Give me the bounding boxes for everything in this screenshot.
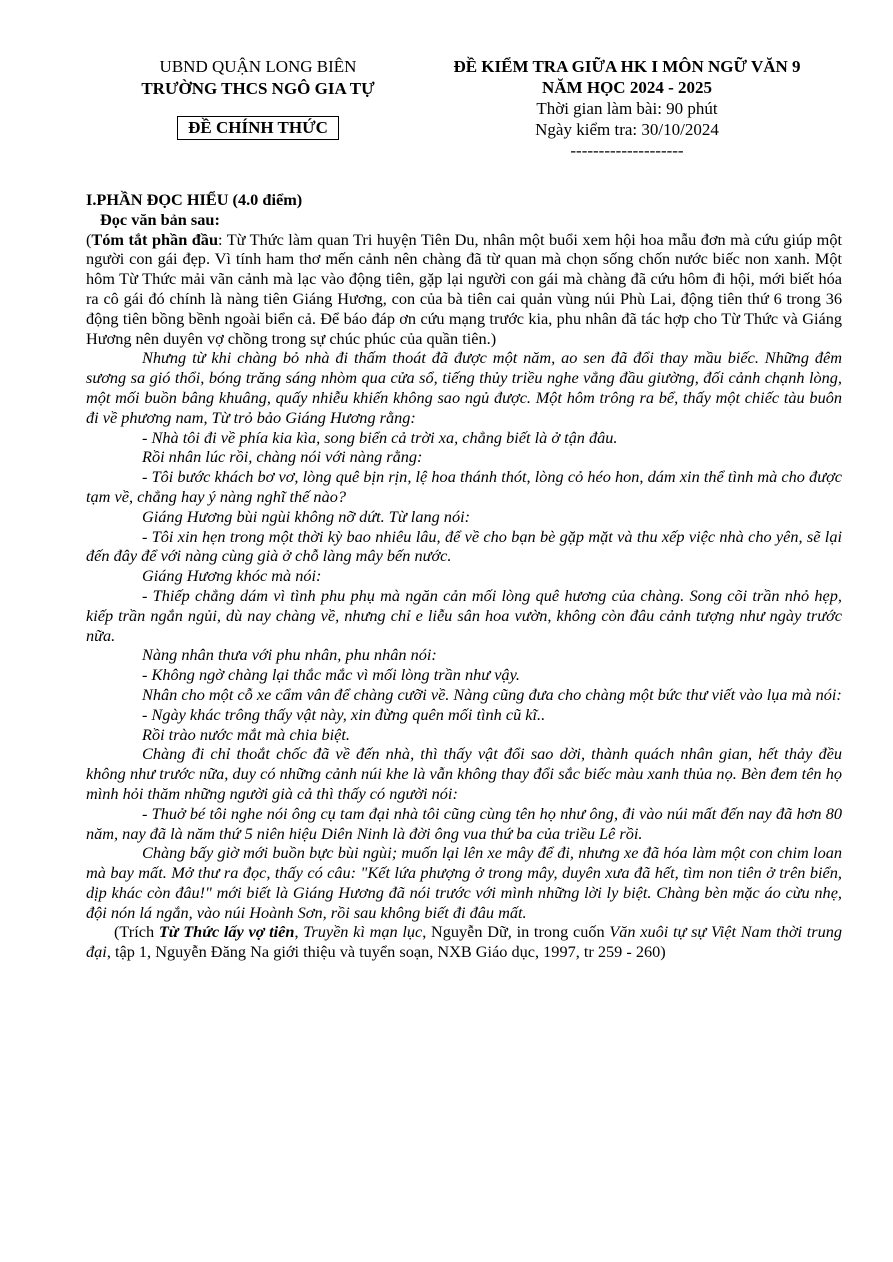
exam-duration: Thời gian làm bài: 90 phút [536, 99, 718, 118]
story-summary: (Tóm tắt phần đầu: Từ Thức làm quan Tri huyện Tiên Du, nhân một buổi xem hội hoa mẫu đơn mà cứu giúp một người con gái đẹp. Vì tính ham thơ mến cảnh nên chàng đã từ quan mà chọn sống chốn nước biếc non xanh. Một hôm Từ Thức mải vãn cảnh mà lạc vào động tiên, gặp lại người con gái mà chàng đã cứu hôm đi hội, mới biết hóa ra cô gái đó chính là nàng tiên Giáng Hương, con của bà tiên cai quản vùng núi Phù Lai, động tiên thứ 6 trong 36 động tiên bồng bềnh ngoài biển cả. Để báo đáp ơn cứu mạng trước kia, phu nhân đã tác hợp cho Từ Thức và Giáng Hương nên duyên vợ chồng trong sự chúc phúc của quần tiên.) [86, 229, 842, 348]
story-paragraph: - Thiếp chẳng dám vì tình phu phụ mà ngăn cản mối lòng quê hương của chàng. Song cõi trần nhỏ hẹp, kiếp trần ngắn ngủi, dù nay chàng về, nhưng chỉ e liễu sân hoa vườn, không còn đâu cảnh tượng như ngày trước nữa. [86, 585, 842, 645]
story-paragraph: Chàng bấy giờ mới buồn bực bùi ngùi; muốn lại lên xe mây để đi, nhưng xe đã hóa làm một con chim loan mà bay mất. Mở thư ra đọc, thấy có câu: "Kết lứa phượng ở trong mây, duyên xưa đã hết, tìm non tiên ở trên biển, dịp khác còn đâu!" mới biết là Giáng Hương đã nói trước với mình những lời ly biệt. Chàng bèn mặc áo cừu nhẹ, đội nón lá ngắn, vào núi Hoành Sơn, rồi sau không biết đi đâu mất. [86, 843, 842, 922]
summary-lead: Tóm tắt phần đầu [91, 229, 218, 249]
story-paragraph: Giáng Hương bùi ngùi không nỡ dứt. Từ lang nói: [142, 506, 471, 526]
story-paragraph: - Tôi bước khách bơ vơ, lòng quê bịn rịn, lệ hoa thánh thót, lòng cỏ héo hon, dám xin thể tình mà cho được tạm về, chẳng hay ý nàng nghĩ thế nào? [86, 467, 842, 506]
book-title: Văn xuôi tự sự Việt Nam thời trung đại [86, 922, 843, 962]
official-exam-label: ĐỀ CHÍNH THỨC [177, 116, 339, 140]
story-excerpt [86, 348, 842, 922]
school-name: TRƯỜNG THCS NGÔ GIA TỰ [141, 79, 375, 98]
story-paragraph: Nhân cho một cỗ xe cẩm vân để chàng cưỡi về. Nàng cũng đưa cho chàng một bức thư viết vào lụa mà nói: [142, 684, 842, 704]
source-citation: (Trích Từ Thức lấy vợ tiên, Truyền kì mạn lục, Nguyễn Dữ, in trong cuốn Văn xuôi tự sự Việt Nam thời trung đại, tập 1, Nguyễn Đăng Na giới thiệu và tuyển soạn, NXB Giáo dục, 1997, tr 259 - 260) [86, 922, 843, 962]
story-paragraph: Nhưng từ khi chàng bỏ nhà đi thấm thoát đã được một năm, ao sen đã đổi thay mầu biếc. Những đêm sương sa gió thổi, bóng trăng sáng nhòm qua cửa sổ, tiếng thủy triều nghe vẳng đầu giường, đối cảnh chạnh lòng, một mối buồn bâng khuâng, quấy nhiễu khiến không sao ngủ được. Một hôm trông ra bể, thấy một chiếc tàu buôn đi về phương nam, Từ trỏ bảo Giáng Hương rằng: [86, 348, 842, 427]
collection-title: Truyền kì mạn lục [303, 922, 423, 942]
story-paragraph: - Tôi xin hẹn trong một thời kỳ bao nhiêu lâu, để về cho bạn bè gặp mặt và thu xếp việc nhà cho yên, sẽ lại đến đây để với nàng cùng già ở chỗ làng mây bến nước. [86, 526, 842, 566]
district-name: UBND QUẬN LONG BIÊN [159, 57, 357, 76]
story-paragraph: - Thuở bé tôi nghe nói ông cụ tam đại nhà tôi cũng cùng tên họ như ông, đi vào núi mất đến nay đã hơn 80 năm, nay đã là năm thứ 5 niên hiệu Diên Ninh là đời ông vua thứ ba của triều Lê rồi. [86, 803, 842, 843]
summary-text: : Từ Thức làm quan Tri huyện Tiên Du, nhân một buổi xem hội hoa mẫu đơn mà cứu giúp một người con gái đẹp. Vì tính ham thơ mến cảnh nên chàng đã từ quan mà chọn sống chốn nước biếc non xanh. Một hôm Từ Thức mải vãn cảnh mà lạc vào động tiên, gặp lại người con gái mà chàng đã cứu hôm đi hội, mới biết hóa ra cô gái đó chính là nàng tiên Giáng Hương, con của bà tiên cai quản vùng núi Phù Lai, động tiên thứ 6 trong 36 động tiên bồng bềnh ngoài biển cả. Để báo đáp ơn cứu mạng trước kia, phu nhân đã tác hợp cho Từ Thức và Giáng Hương nên duyên vợ chồng trong sự chúc phúc của quần tiên.) [86, 229, 842, 348]
story-paragraph: - Ngày khác trông thấy vật này, xin đừng quên mối tình cũ kĩ.. [142, 704, 546, 724]
section-title: I.PHẦN ĐỌC HIỂU (4.0 điểm) [86, 190, 303, 209]
story-paragraph: Giáng Hương khóc mà nói: [142, 566, 322, 586]
work-title: Từ Thức lấy vợ tiên [158, 922, 295, 942]
reading-instruction: Đọc văn bản sau: [100, 209, 220, 229]
story-paragraph: - Không ngờ chàng lại thắc mắc vì mối lòng trần như vậy. [142, 665, 520, 685]
story-paragraph: Nàng nhân thưa với phu nhân, phu nhân nói: [142, 645, 437, 665]
school-year: NĂM HỌC 2024 - 2025 [542, 78, 712, 97]
story-paragraph: Chàng đi chỉ thoắt chốc đã về đến nhà, thì thấy vật đổi sao dời, thành quách nhân gian, hết thảy đều không như trước nữa, duy có những cảnh núi khe là vẫn không thay đổi sắc biếc màu xanh thủa nọ. Bèn đem tên họ mình hỏi thăm những người già cả thì thấy có người nói: [86, 744, 842, 803]
reading-section [86, 190, 842, 962]
exam-title: ĐỀ KIỂM TRA GIỮA HK I MÔN NGỮ VĂN 9 [453, 57, 801, 76]
school-header [88, 56, 428, 140]
exam-date: Ngày kiểm tra: 30/10/2024 [535, 120, 719, 139]
story-paragraph: Rồi nhân lúc rồi, chàng nói với nàng rằng: [142, 447, 423, 467]
exam-header [412, 56, 842, 161]
story-paragraph: Rồi trào nước mắt mà chia biệt. [142, 724, 350, 744]
header-divider: -------------------- [570, 141, 684, 160]
story-paragraph: - Nhà tôi đi về phía kia kìa, song biển cả trời xa, chẳng biết là ở tận đâu. [142, 427, 618, 447]
